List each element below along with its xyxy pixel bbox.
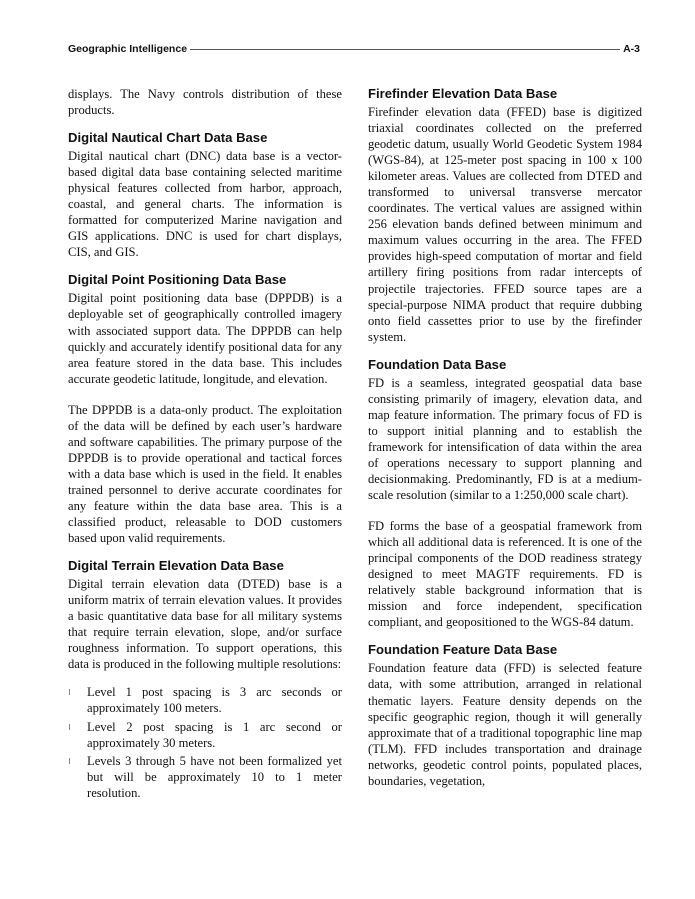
section-dppdb bbox=[68, 272, 342, 546]
list-item-text: Level 1 post spacing is 3 arc seconds or approximately 100 meters. bbox=[87, 685, 342, 716]
section-paragraph: Digital point positioning data base (DPPDB) is a deployable set of geographically controlled imagery with associated support data. The DPPDB can help quickly and accurately identify positional data for any area feature stored in the data base. This includes accurate geodetic latitude, longitude, and elevation. bbox=[68, 291, 342, 386]
section-heading: Digital Terrain Elevation Data Base bbox=[68, 558, 284, 574]
right-column bbox=[368, 86, 642, 801]
section-paragraph: Digital nautical chart (DNC) data base is a vector-based digital data base containing selected maritime physical features collected from harbor, approach, coastal, and general charts. The information is formatted for computerized Marine navigation and GIS applications. DNC is used for chart displays, CIS, and GIS. bbox=[68, 149, 342, 260]
section-paragraph: FD forms the base of a geospatial framework from which all additional data is referenced. It is one of the principal components of the DOD readiness strategy designed to meet MAGTF requirements. FD is relatively stable background information that is mission and force independent, specification compliant, and geopositioned to the WGS-84 datum. bbox=[368, 519, 642, 630]
bullet-icon bbox=[69, 758, 70, 764]
resolution-list bbox=[68, 684, 342, 800]
header-rule bbox=[190, 49, 620, 50]
section-ffd bbox=[368, 642, 642, 788]
section-paragraph: Foundation feature data (FFD) is selected feature data, with some attribution, arranged in relational thematic layers. Feature density depends on the specific geographic region, though it will generally approximate that of a traditional topographic line map (TLM). FFD includes transportation and drainage networks, geodetic control points, populated places, boundaries, vegetation, bbox=[368, 661, 642, 788]
running-header bbox=[68, 42, 640, 56]
page-number: A-3 bbox=[623, 43, 640, 55]
list-item bbox=[68, 684, 342, 716]
section-heading: Foundation Feature Data Base bbox=[368, 642, 558, 658]
section-paragraph: Firefinder elevation data (FFED) base is digitized triaxial coordinates collected on the preferred geodetic datum, usually World Geodetic System 1984 (WGS-84), at 125-meter post spacing in 100 x 100 kilometer areas. Values are collected from DTED and transformed to universal transverse mercator coordinates. The vertical values are assigned within 256 elevation bands defined between minimum and maximum values occurring in the area. The FFED provides high-speed computation of mortar and field artillery firing positions from radar intercepts of projectile trajectories. FFED source tapes are a special-purpose NIMA product that require dubbing onto field cassettes prior to use by the firefinder system. bbox=[368, 105, 642, 344]
list-item bbox=[68, 719, 342, 751]
section-paragraph: Digital terrain elevation data (DTED) base is a uniform matrix of terrain elevation values. It provides a basic quantitative data base for all military systems that require terrain elevation, slope, and/or surface roughness information. To support operations, this data is produced in the following multiple resolutions: bbox=[68, 577, 342, 672]
section-fd bbox=[368, 357, 642, 631]
list-item bbox=[68, 753, 342, 801]
section-dted bbox=[68, 558, 342, 801]
section-heading: Digital Point Positioning Data Base bbox=[68, 272, 287, 288]
section-heading: Digital Nautical Chart Data Base bbox=[68, 130, 268, 146]
intro-paragraph: displays. The Navy controls distribution of these products. bbox=[68, 87, 342, 118]
bullet-icon bbox=[69, 689, 70, 695]
bullet-icon bbox=[69, 724, 70, 730]
section-paragraph: The DPPDB is a data-only product. The exploitation of the data will be defined by each user’s hardware and software capabilities. The primary purpose of the DPPDB is to provide operational and tactical forces with a data base which is used in the field. It enables trained personnel to derive accurate coordinates for any feature within the data base area. This is a classified product, releasable to DOD customers based upon valid requirements. bbox=[68, 402, 342, 546]
section-paragraph: FD is a seamless, integrated geospatial data base consisting primarily of imagery, elevation data, and map feature information. The primary focus of FD is to support initial planning and to establish the framework for intensification of data within the area of operations necessary to support planning and decisionmaking. Predominantly, FD is at a medium-scale resolution (similar to a 1:250,000 scale chart). bbox=[368, 375, 642, 503]
section-heading: Firefinder Elevation Data Base bbox=[368, 86, 558, 101]
section-ffed bbox=[368, 86, 642, 345]
section-dnc bbox=[68, 130, 342, 260]
left-column bbox=[68, 86, 342, 803]
list-item-text: Levels 3 through 5 have not been formalized yet but will be approximately 10 to 1 meter resolution. bbox=[87, 753, 342, 800]
header-title: Geographic Intelligence bbox=[68, 43, 188, 55]
section-heading: Foundation Data Base bbox=[368, 356, 507, 372]
list-item-text: Level 2 post spacing is 1 arc second or approximately 30 meters. bbox=[87, 719, 342, 750]
